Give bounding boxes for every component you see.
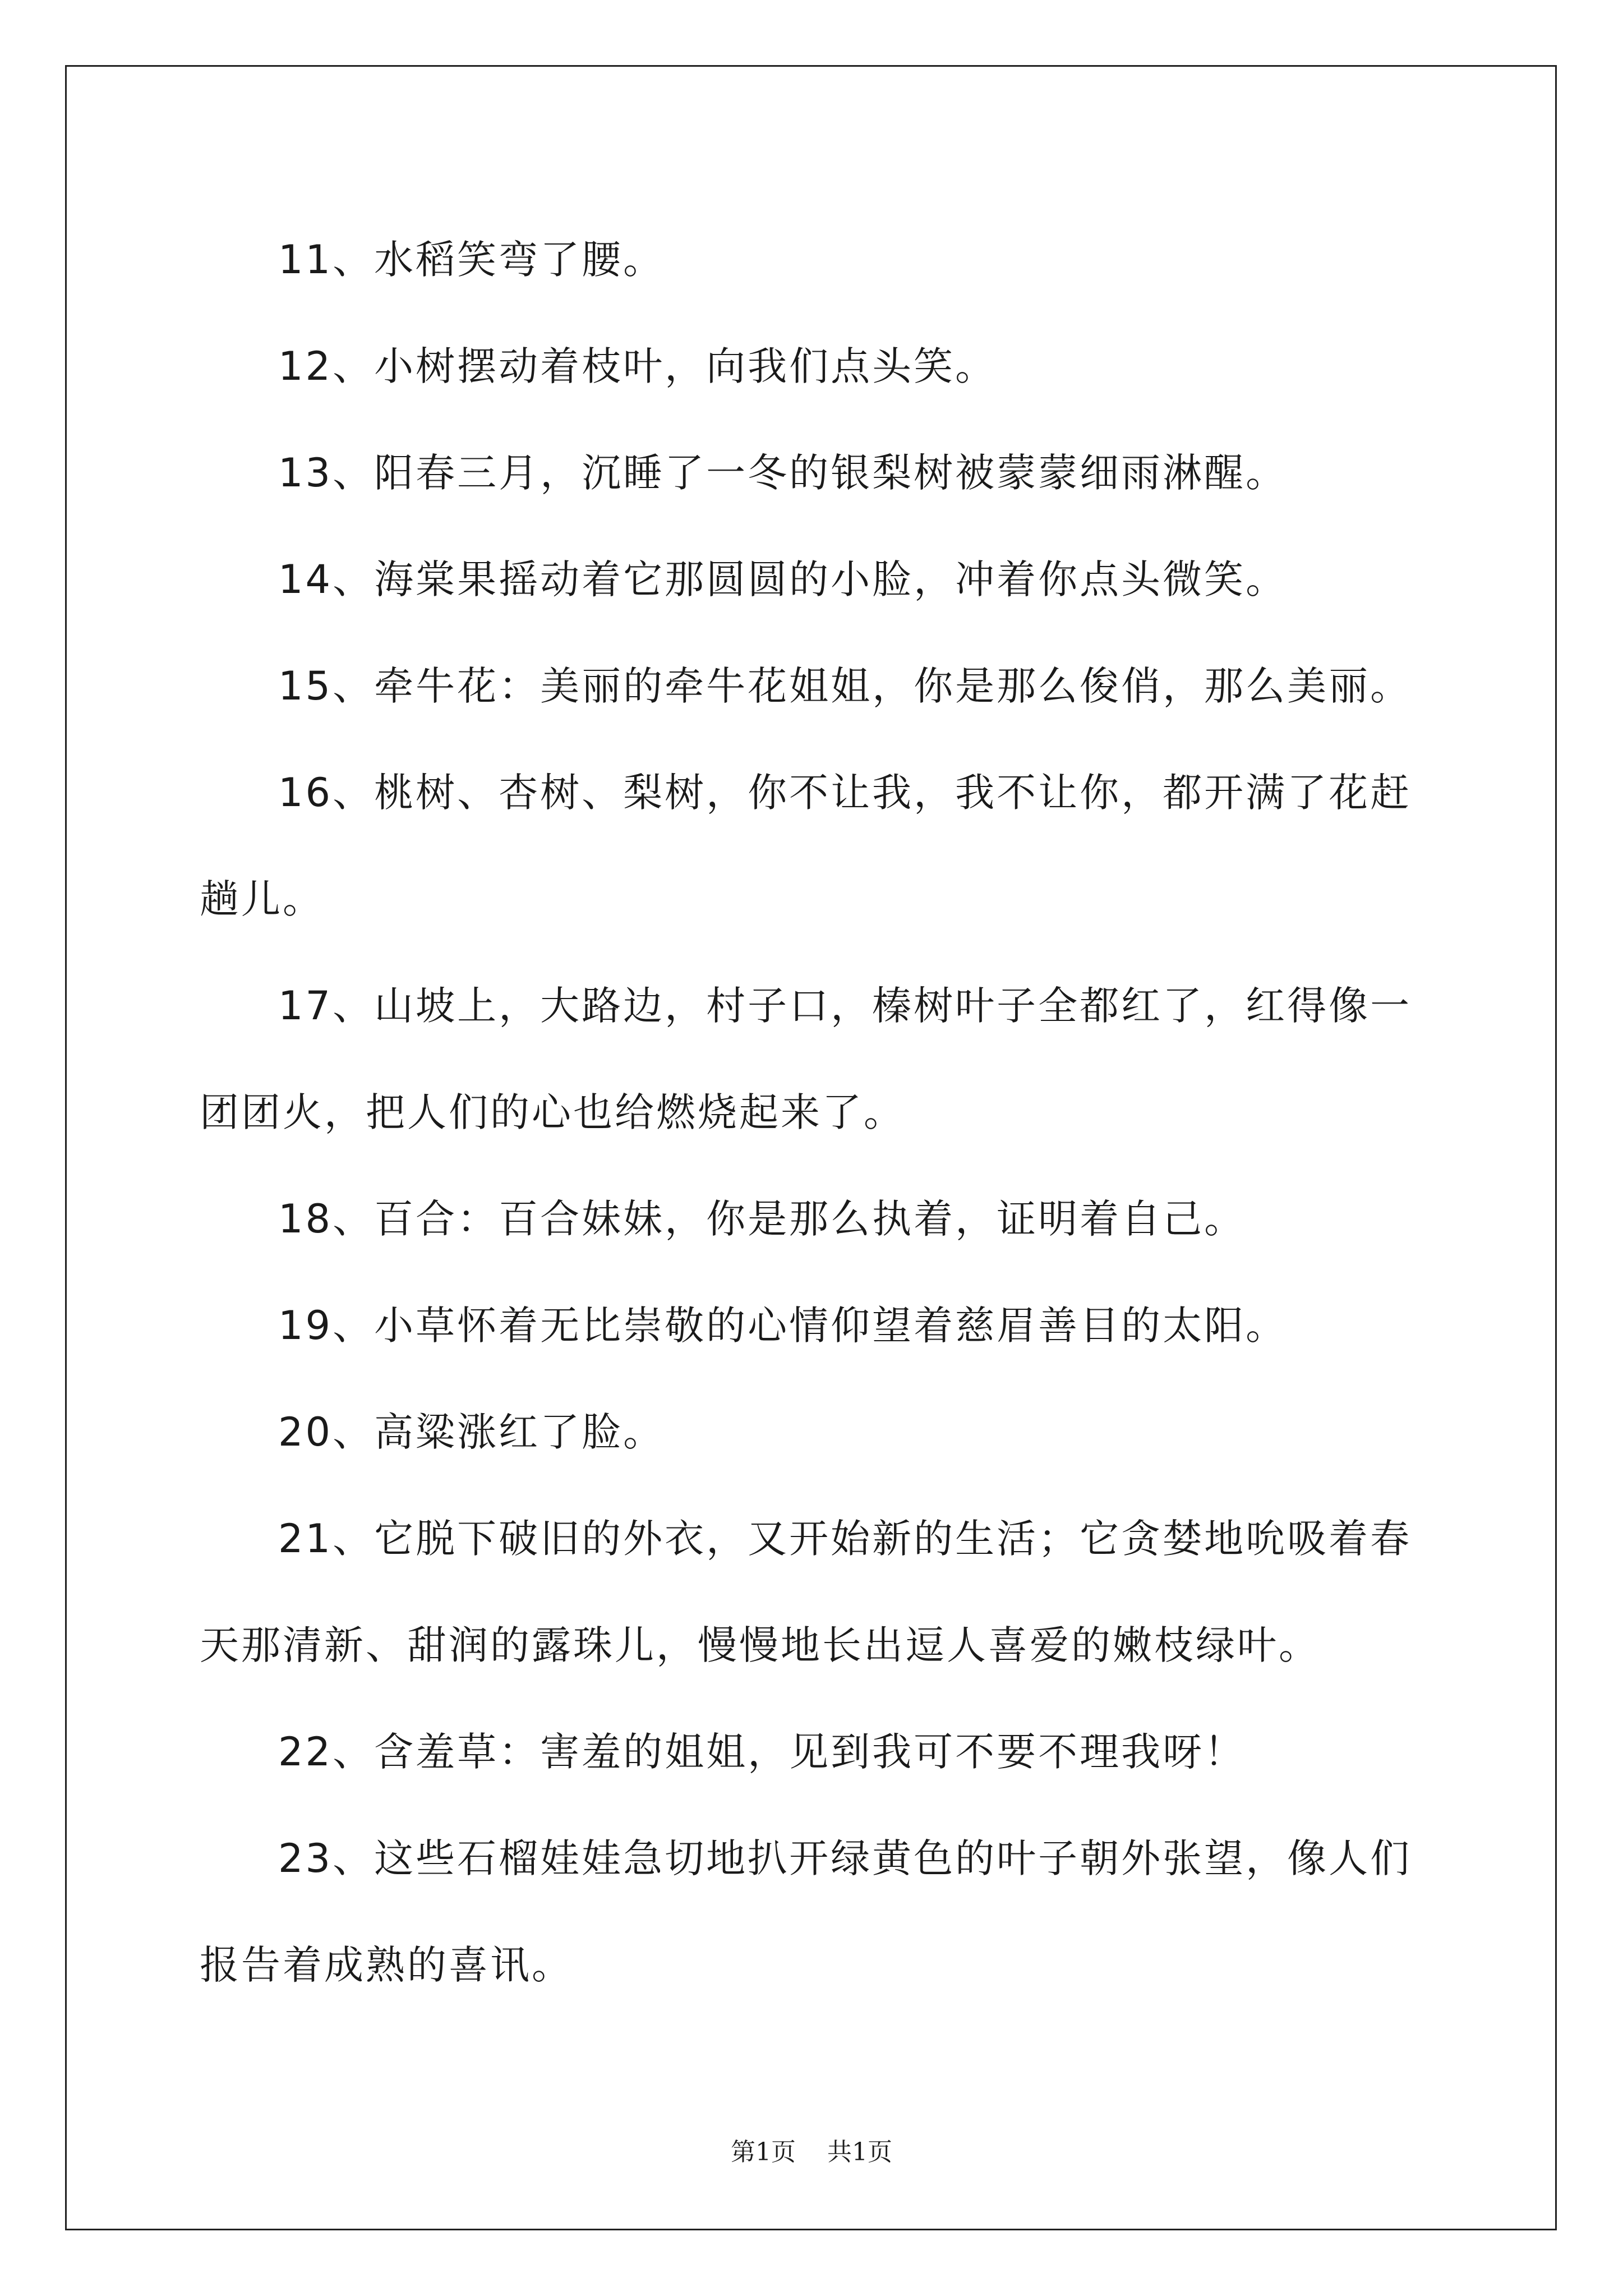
page-footer xyxy=(0,2132,1623,2168)
paragraph-19: 19、小草怀着无比崇敬的心情仰望着慈眉善目的太阳。 xyxy=(278,1303,1288,1349)
paragraph-21: 21、它脱下破旧的外衣，又开始新的生活；它贪婪地吮吸着春天那清新、甜润的露珠儿，慢慢地长出逗人喜爱的嫩枝绿叶。 xyxy=(200,1516,1412,1668)
page-total: 共1页 xyxy=(827,2138,892,2166)
paragraph-23: 23、这些石榴娃娃急切地扒开绿黄色的叶子朝外张望，像人们报告着成熟的喜讯。 xyxy=(200,1835,1412,1988)
paragraph-13: 13、阳春三月，沉睡了一冬的银梨树被蒙蒙细雨淋醒。 xyxy=(278,450,1288,496)
paragraph-16: 16、桃树、杏树、梨树，你不让我，我不让你，都开满了花赶趟儿。 xyxy=(200,770,1412,922)
paragraph-15: 15、牵牛花：美丽的牵牛花姐姐，你是那么俊俏，那么美丽。 xyxy=(278,663,1412,709)
paragraph-12: 12、小树摆动着枝叶，向我们点头笑。 xyxy=(278,343,997,389)
paragraph-11: 11、水稻笑弯了腰。 xyxy=(278,237,665,283)
document-body xyxy=(200,206,1433,2018)
page-number: 第1页 xyxy=(731,2138,796,2166)
paragraph-20: 20、高粱涨红了脸。 xyxy=(278,1409,665,1455)
paragraph-22: 22、含羞草：害羞的姐姐，见到我可不要不理我呀！ xyxy=(278,1729,1246,1775)
paragraph-14: 14、海棠果摇动着它那圆圆的小脸，冲着你点头微笑。 xyxy=(278,556,1288,602)
paragraph-17: 17、山坡上，大路边，村子口，榛树叶子全都红了，红得像一团团火，把人们的心也给燃烧起来了。 xyxy=(200,983,1412,1135)
paragraph-18: 18、百合：百合妹妹，你是那么执着，证明着自己。 xyxy=(278,1196,1246,1242)
